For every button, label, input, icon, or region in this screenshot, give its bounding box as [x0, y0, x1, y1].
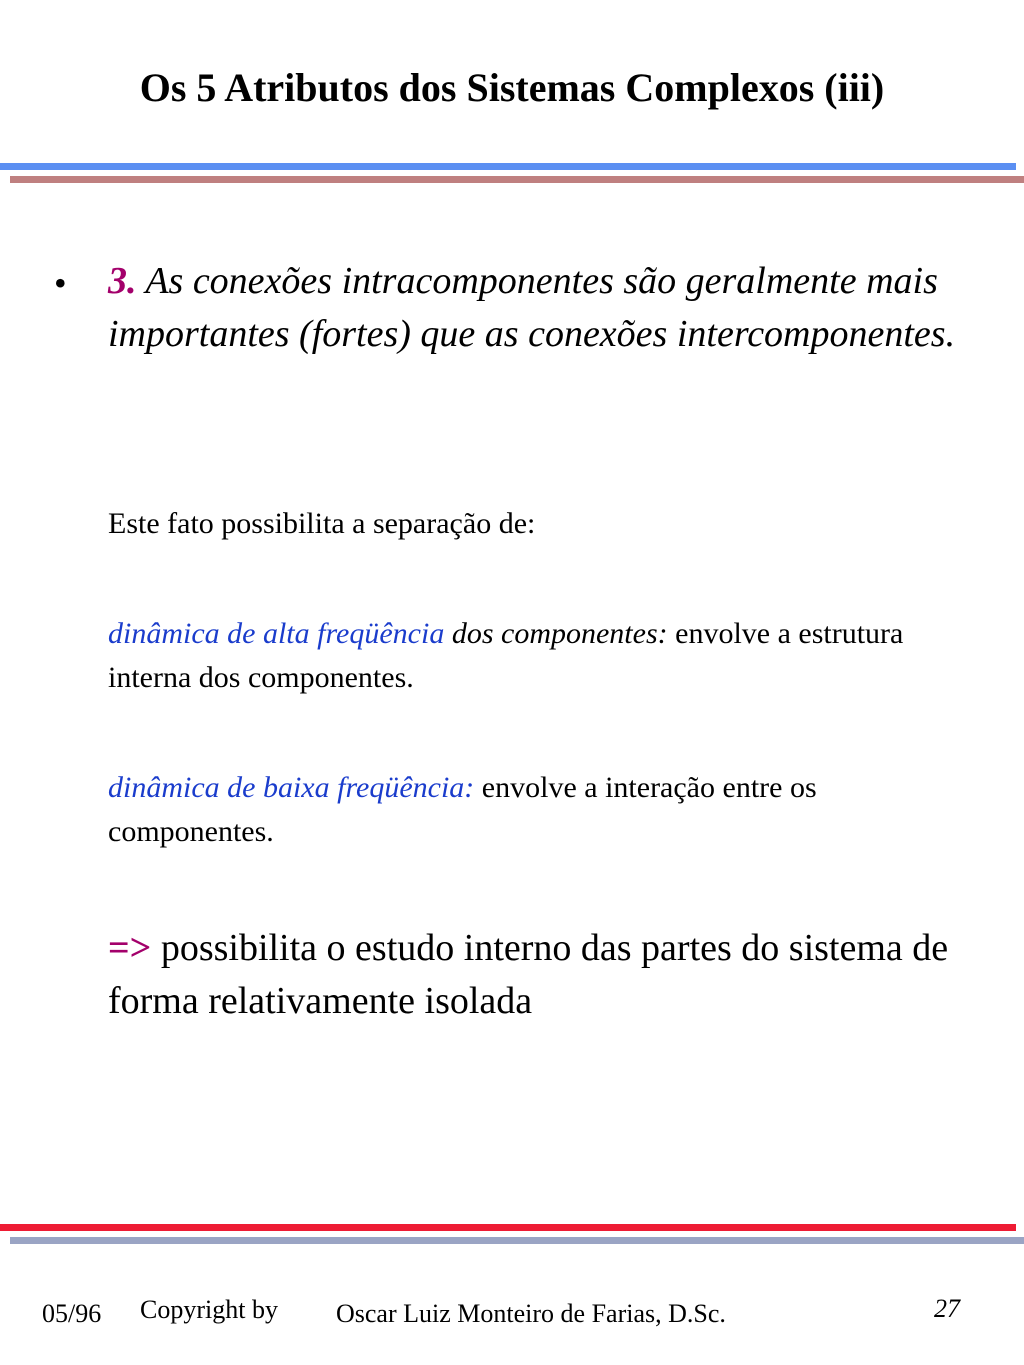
footer-copyright: Copyright by: [140, 1295, 278, 1324]
high-frequency-qualifier: dos componentes:: [444, 617, 668, 650]
low-frequency-paragraph: [108, 766, 978, 854]
footer-author: Oscar Luiz Monteiro de Farias, D.Sc.: [336, 1299, 726, 1328]
high-frequency-paragraph: [108, 612, 978, 700]
slide-title: Os 5 Atributos dos Sistemas Complexos (iii): [139, 65, 885, 110]
page-number: 27: [934, 1294, 960, 1323]
footer-date: 05/96: [42, 1299, 102, 1328]
bullet-icon: •: [54, 263, 67, 303]
intro-paragraph: Este fato possibilita a separação de:: [108, 507, 536, 540]
high-frequency-description: envolve a estrutura interna dos componentes.: [108, 617, 904, 694]
low-frequency-description: envolve a interação entre os componentes.: [108, 771, 817, 848]
conclusion-text: possibilita o estudo interno das partes do sistema de forma relativamente isolada: [108, 927, 949, 1022]
bullet-number: 3.: [108, 260, 137, 302]
high-frequency-term: dinâmica de alta freqüência: [108, 617, 445, 650]
arrow-icon: =>: [108, 927, 152, 969]
bottom-divider-red: [0, 1224, 1016, 1231]
low-frequency-term: dinâmica de baixa freqüência:: [108, 771, 475, 804]
top-divider-blue: [0, 163, 1016, 170]
conclusion: [108, 922, 988, 1028]
top-divider-rose: [10, 176, 1024, 183]
bottom-divider-grey: [10, 1237, 1024, 1244]
bullet-text: As conexões intracomponentes são geralmente mais importantes (fortes) que as conexões intercomponentes.: [108, 260, 956, 355]
bullet-point: [108, 255, 968, 361]
